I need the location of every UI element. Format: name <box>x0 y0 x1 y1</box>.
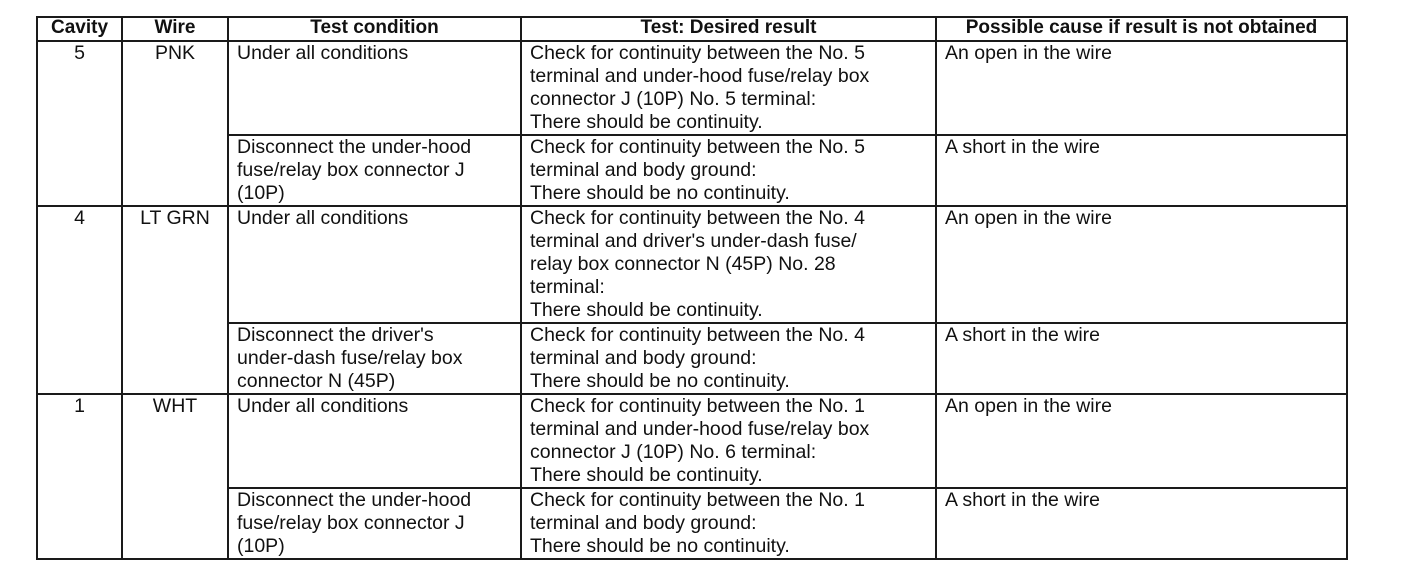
result-line: Check for continuity between the No. 5 <box>530 136 865 158</box>
table-row <box>37 394 1347 488</box>
table-row <box>37 41 1347 135</box>
result-line: There should be continuity. <box>530 299 763 321</box>
header-wire: Wire <box>122 17 228 41</box>
result-line: terminal: <box>530 276 605 298</box>
condition-cell <box>228 394 521 488</box>
result-cell <box>521 41 936 135</box>
table-row <box>37 135 1347 206</box>
result-line: Check for continuity between the No. 4 <box>530 207 865 229</box>
test-table <box>36 16 1348 560</box>
cause-cell: An open in the wire <box>936 394 1347 488</box>
condition-line: fuse/relay box connector J <box>237 159 465 181</box>
cause-cell: A short in the wire <box>936 135 1347 206</box>
cause-cell: A short in the wire <box>936 323 1347 394</box>
header-test-condition: Test condition <box>228 17 521 41</box>
condition-cell <box>228 206 521 323</box>
wire-cell: WHT <box>122 394 228 559</box>
result-line: terminal and body ground: <box>530 512 757 534</box>
wire-cell: PNK <box>122 41 228 206</box>
result-line: relay box connector N (45P) No. 28 <box>530 253 836 275</box>
cause-cell: An open in the wire <box>936 41 1347 135</box>
condition-cell <box>228 135 521 206</box>
wire-cell: LT GRN <box>122 206 228 394</box>
condition-line: (10P) <box>237 182 285 204</box>
condition-line: Disconnect the driver's <box>237 324 434 346</box>
header-possible-cause: Possible cause if result is not obtained <box>936 17 1347 41</box>
header-cavity: Cavity <box>37 17 122 41</box>
condition-line: (10P) <box>237 535 285 557</box>
result-line: connector J (10P) No. 6 terminal: <box>530 441 817 463</box>
condition-line: Under all conditions <box>237 395 409 417</box>
result-line: There should be continuity. <box>530 111 763 133</box>
cavity-cell: 1 <box>37 394 122 559</box>
result-line: There should be no continuity. <box>530 370 790 392</box>
condition-line: connector N (45P) <box>237 370 396 392</box>
result-cell <box>521 135 936 206</box>
result-cell <box>521 488 936 559</box>
header-row <box>37 17 1347 41</box>
table-row <box>37 206 1347 323</box>
result-line: There should be no continuity. <box>530 535 790 557</box>
result-line: Check for continuity between the No. 1 <box>530 395 865 417</box>
table-row <box>37 488 1347 559</box>
condition-line: Disconnect the under-hood <box>237 136 472 158</box>
result-line: There should be continuity. <box>530 464 763 486</box>
condition-line: Under all conditions <box>237 207 409 229</box>
result-cell <box>521 323 936 394</box>
result-line: Check for continuity between the No. 4 <box>530 324 865 346</box>
result-line: terminal and under-hood fuse/relay box <box>530 65 870 87</box>
header-desired-result: Test: Desired result <box>521 17 936 41</box>
result-line: connector J (10P) No. 5 terminal: <box>530 88 817 110</box>
result-cell <box>521 206 936 323</box>
condition-cell <box>228 323 521 394</box>
result-line: Check for continuity between the No. 5 <box>530 42 865 64</box>
condition-line: Under all conditions <box>237 42 409 64</box>
condition-cell <box>228 41 521 135</box>
result-line: Check for continuity between the No. 1 <box>530 489 865 511</box>
result-line: terminal and driver's under-dash fuse/ <box>530 230 857 252</box>
document-page <box>36 16 1348 560</box>
result-line: There should be no continuity. <box>530 182 790 204</box>
result-line: terminal and body ground: <box>530 159 757 181</box>
result-line: terminal and under-hood fuse/relay box <box>530 418 870 440</box>
cause-cell: An open in the wire <box>936 206 1347 323</box>
condition-line: under-dash fuse/relay box <box>237 347 463 369</box>
cavity-cell: 4 <box>37 206 122 394</box>
result-cell <box>521 394 936 488</box>
cause-cell: A short in the wire <box>936 488 1347 559</box>
table-row <box>37 323 1347 394</box>
cavity-cell: 5 <box>37 41 122 206</box>
result-line: terminal and body ground: <box>530 347 757 369</box>
condition-line: fuse/relay box connector J <box>237 512 465 534</box>
condition-cell <box>228 488 521 559</box>
condition-line: Disconnect the under-hood <box>237 489 472 511</box>
